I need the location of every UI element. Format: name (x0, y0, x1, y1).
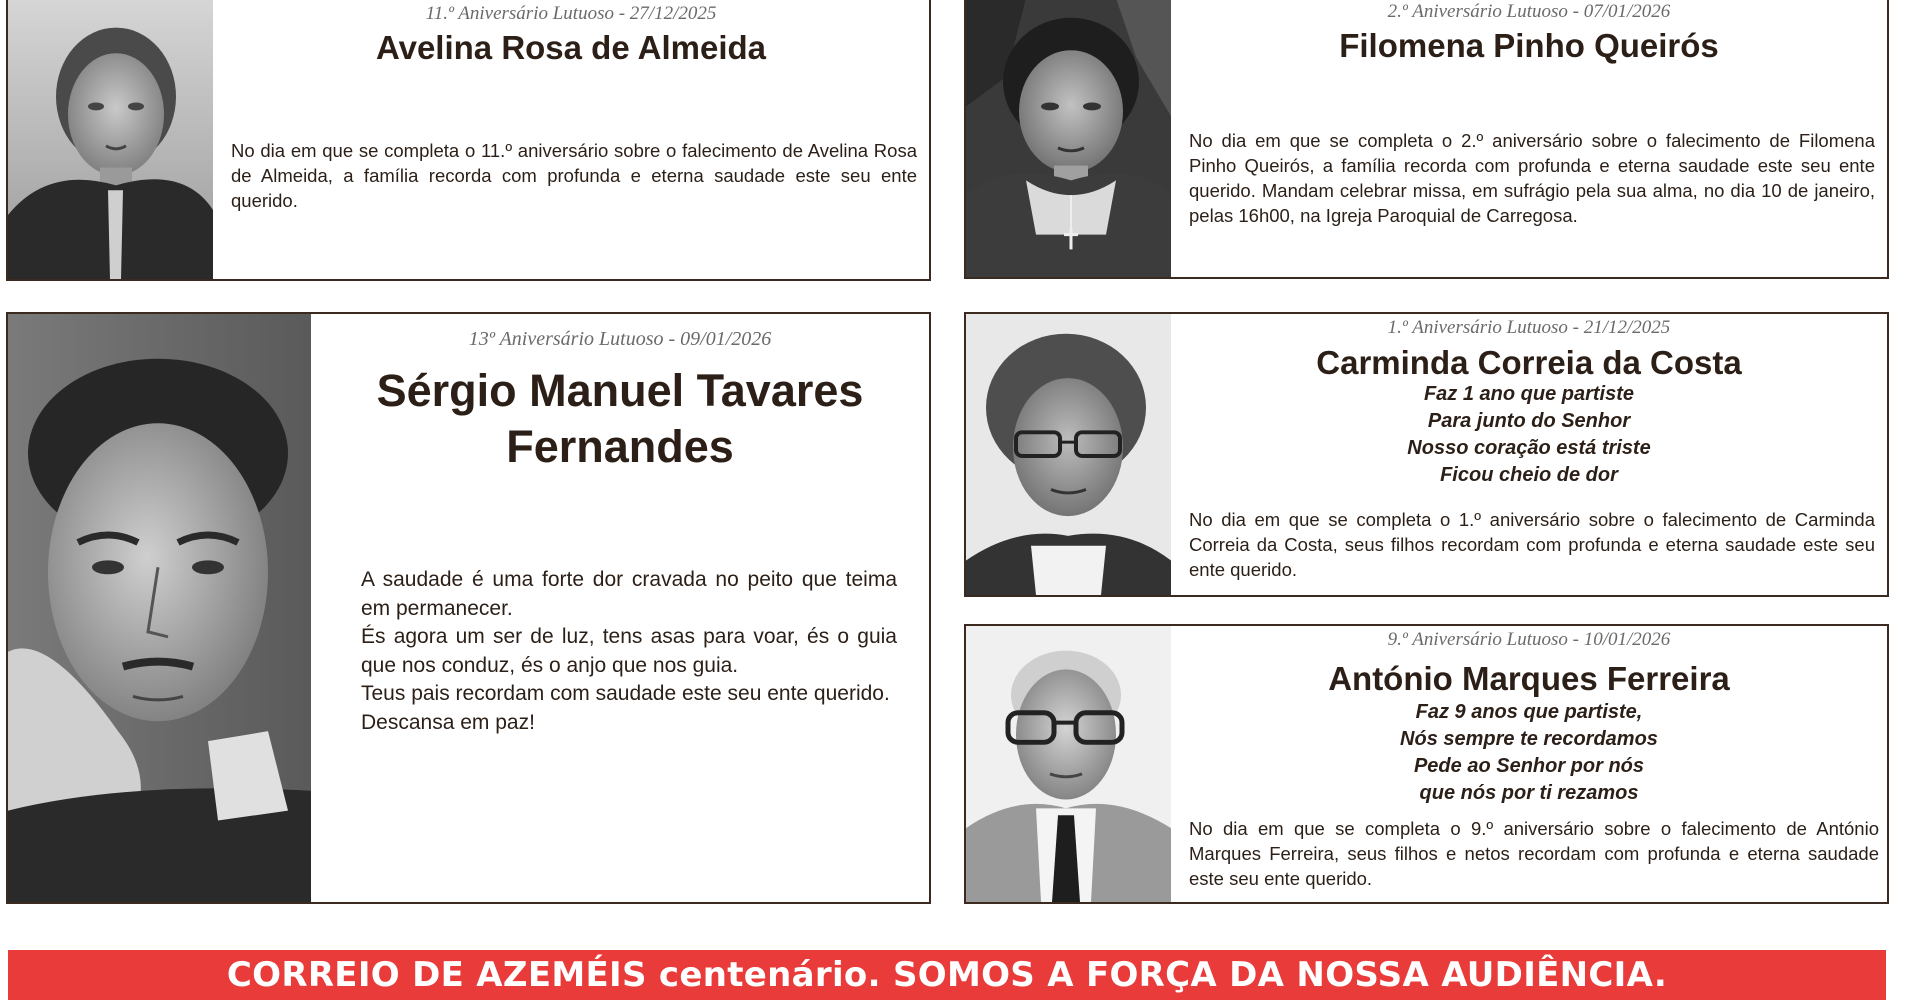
portrait-photo-sergio (8, 314, 311, 902)
verse-line: Para junto do Senhor (1427, 410, 1631, 432)
deceased-name: Filomena Pinho Queirós (1339, 27, 1719, 64)
obituary-text: No dia em que se completa o 1.º aniversário sobre o falecimento de Carminda Correia da Costa, seus filhos recordam com profunda e eterna saudade este seu ente querido. (1189, 509, 1875, 580)
obituary-content (1171, 626, 1887, 902)
verse (1171, 699, 1887, 807)
verse-line: Pede ao Senhor por nós (1413, 755, 1645, 777)
deceased-name-line2: Fernandes (506, 421, 734, 472)
verse-line: que nós por ti rezamos (1419, 782, 1639, 804)
obituary-antonio (964, 624, 1889, 904)
text-line: A saudade é uma forte dor cravada no peito que teima em permanecer. (361, 568, 897, 620)
portrait-photo-filomena (966, 0, 1171, 277)
portrait-photo-carminda (966, 314, 1171, 595)
obituary-content (1171, 314, 1887, 595)
obituary-content (1171, 0, 1887, 277)
anniversary-label: 9.º Aniversário Lutuoso - 10/01/2026 (1387, 629, 1671, 650)
newspaper-banner: CORREIO DE AZEMÉIS centenário. SOMOS A FORÇA DA NOSSA AUDIÊNCIA. (8, 950, 1886, 1000)
verse-line: Faz 1 ano que partiste (1423, 383, 1635, 405)
obituary-avelina (6, 0, 931, 281)
anniversary-label: 2.º Aniversário Lutuoso - 07/01/2026 (1387, 1, 1671, 22)
verse-line: Nosso coração está triste (1407, 437, 1651, 459)
obituary-carminda (964, 312, 1889, 597)
obituary-filomena (964, 0, 1889, 279)
obituary-text: No dia em que se completa o 2.º aniversário sobre o falecimento de Filomena Pinho Queirós, a família recorda com profunda e eterna saudade este seu ente querido. Mandam celebrar missa, em sufrágio pela sua alma, no dia 10 de janeiro, pelas 16h00, na Igreja Paroquial de Carregosa. (1189, 130, 1875, 226)
anniversary-label: 11.º Aniversário Lutuoso - 27/12/2025 (425, 3, 717, 24)
text-line: Descansa em paz! (361, 710, 535, 734)
anniversary-label: 1.º Aniversário Lutuoso - 21/12/2025 (1387, 317, 1671, 338)
obituary-text (361, 566, 897, 737)
anniversary-label: 13º Aniversário Lutuoso - 09/01/2026 (468, 328, 772, 350)
obituary-content (311, 314, 929, 902)
obituary-text: No dia em que se completa o 11.º aniversário sobre o falecimento de Avelina Rosa de Almeida, a família recorda com profunda e eterna saudade este seu ente querido. (231, 140, 917, 211)
text-line: És agora um ser de luz, tens asas para voar, és o guia que nos conduz, és o anjo que nos guia. (361, 625, 897, 677)
portrait-photo-antonio (966, 626, 1171, 902)
deceased-name: António Marques Ferreira (1328, 660, 1730, 697)
verse-line: Ficou cheio de dor (1440, 464, 1618, 486)
deceased-name: Carminda Correia da Costa (1316, 344, 1742, 381)
deceased-name: Avelina Rosa de Almeida (375, 29, 767, 66)
verse-line: Faz 9 anos que partiste, (1415, 701, 1643, 723)
obituary-text: No dia em que se completa o 9.º aniversário sobre o falecimento de António Marques Ferreira, seus filhos e netos recordam com profunda e eterna saudade este seu ente querido. (1189, 818, 1879, 889)
text-line: Teus pais recordam com saudade este seu ente querido. (361, 682, 890, 705)
verse (1171, 381, 1887, 489)
deceased-name-line1: Sérgio Manuel Tavares (376, 365, 864, 416)
verse-line: Nós sempre te recordamos (1400, 728, 1658, 750)
obituary-sergio (6, 312, 931, 904)
portrait-photo-avelina (8, 0, 213, 279)
obituary-content (213, 0, 929, 279)
